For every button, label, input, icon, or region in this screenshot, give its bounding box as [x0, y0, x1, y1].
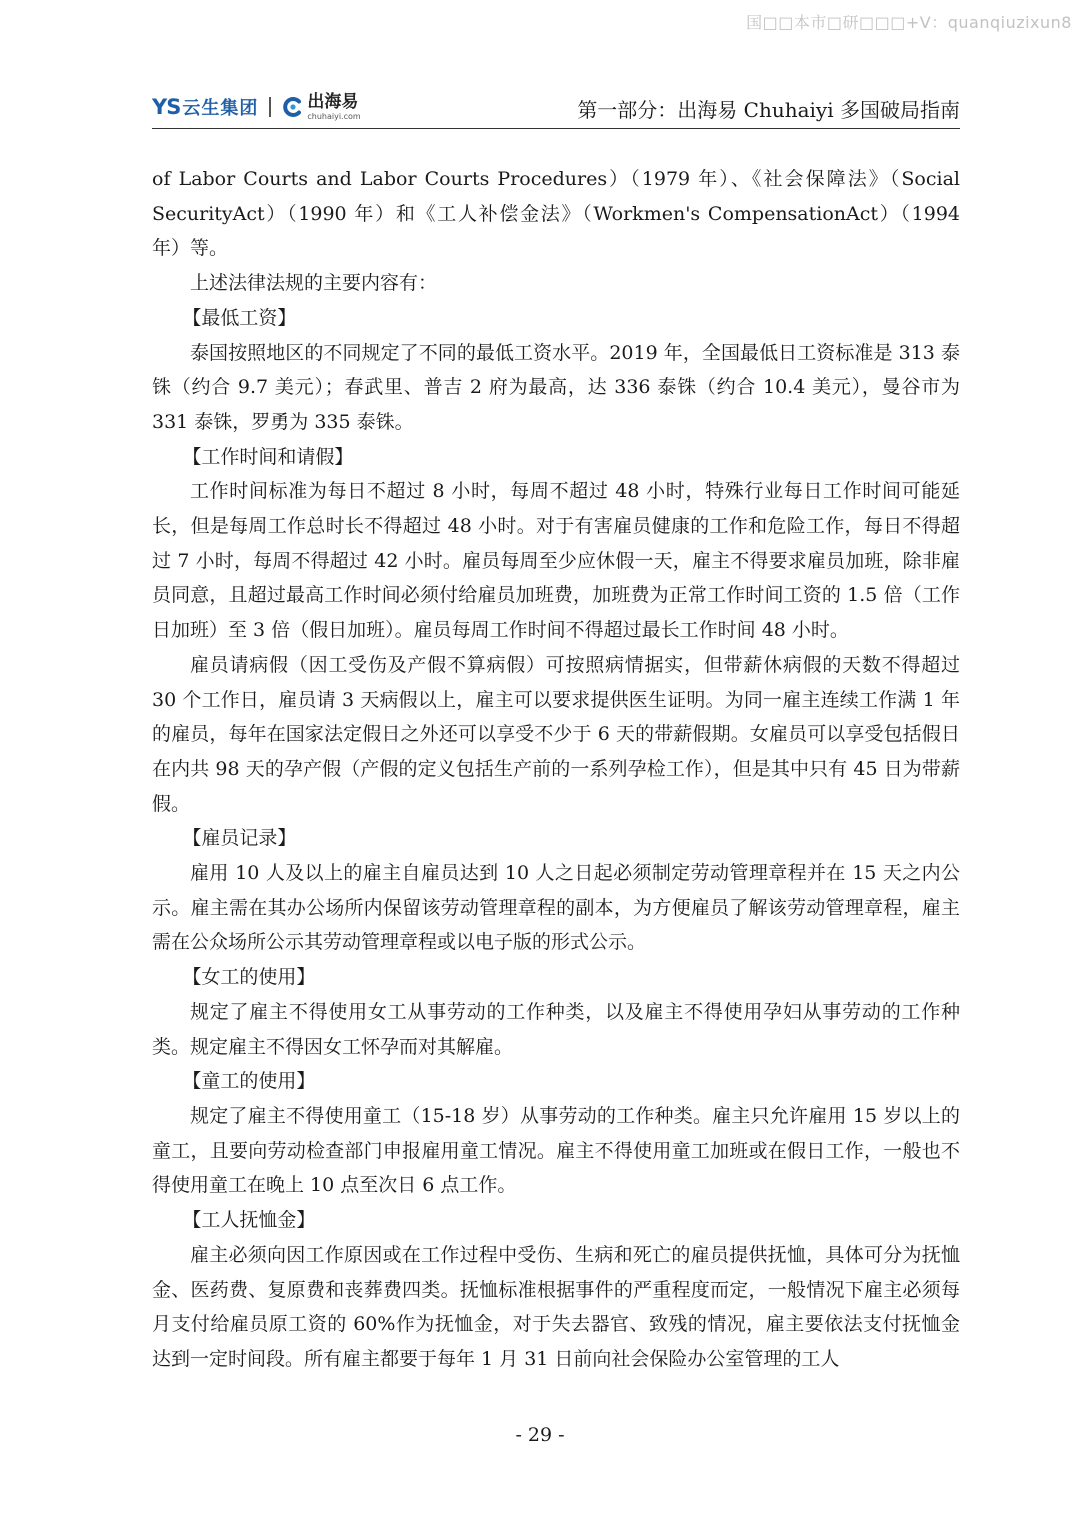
- body-paragraph: 雇主必须向因工作原因或在工作过程中受伤、生病和死亡的雇员提供抚恤，具体可分为抚恤金、医药费、复原费和丧葬费四类。抚恤标准根据事件的严重程度而定，一般情况下雇主必须每月支付给雇员原工资的 60%作为抚恤金，对于失去器官、致残的情况，雇主要依法支付抚恤金达到一定时间段。所有雇主都要于每年 1 月 31 日前向社会保险办公室管理的工人: [152, 1243, 960, 1370]
- body-paragraph: 工作时间标准为每日不超过 8 小时，每周不超过 48 小时，特殊行业每日工作时间可能延长，但是每周工作总时长不得超过 48 小时。对于有害雇员健康的工作和危险工作，每日不得超过 7 小时，每周不得超过 42 小时。雇员每周至少应休假一天，雇主不得要求雇员加班，除非雇员同意，且超过最高工作时间必须付给雇员加班费，加班费为正常工作时间工资的 1.5 倍（工作日加班）至 3 倍（假日加班）。雇员每周工作时间不得超过最长工作时间 48 小时。: [152, 480, 960, 642]
- chuhaiyi-logo-text: [307, 91, 361, 121]
- body-paragraph: 雇员请病假（因工受伤及产假不算病假）可按照病情据实，但带薪休病假的天数不得超过 30 个工作日，雇员请 3 天病假以上，雇主可以要求提供医生证明。为同一雇主连续工作满 1 年的雇员，每年在国家法定假日之外还可以享受不少于 6 天的带薪假期。女雇员可以享受包括假日在内共 98 天的孕产假（产假的定义包括生产前的一系列孕检工作），但是其中只有 45 日为带薪假。: [152, 653, 960, 815]
- header-title: 第一部分：出海易 Chuhaiyi 多国破局指南: [577, 98, 960, 122]
- document-body: [152, 162, 960, 1377]
- body-paragraph: 泰国按照地区的不同规定了不同的最低工资水平。2019 年，全国最低日工资标准是 313 泰铢（约合 9.7 美元）；春武里、普吉 2 府为最高，达 336 泰铢（约合 10.4 美元），曼谷市为 331 泰铢，罗勇为 335 泰铢。: [152, 341, 960, 433]
- body-paragraph: 规定了雇主不得使用女工从事劳动的工作种类，以及雇主不得使用孕妇从事劳动的工作种类。规定雇主不得因女工怀孕而对其解雇。: [152, 1000, 960, 1058]
- body-paragraph: of Labor Courts and Labor Courts Procedures）（1979 年）、《社会保障法》（Social SecurityAct）（1990 年）和《工人补偿金法》（Workmen's CompensationAct）（1994 年）等。: [152, 168, 960, 260]
- ys-logo-name: 云生集团: [182, 98, 259, 119]
- section-heading-female-workers: 【女工的使用】: [182, 966, 316, 989]
- section-heading-minimum-wage: 【最低工资】: [182, 306, 297, 329]
- chuhaiyi-logo-icon: [282, 96, 304, 118]
- chuhaiyi-logo-url: chuhaiyi.com: [307, 111, 361, 121]
- section-heading-child-labor: 【童工的使用】: [182, 1070, 316, 1093]
- section-heading-workers-compensation: 【工人抚恤金】: [182, 1209, 316, 1232]
- section-heading-working-hours: 【工作时间和请假】: [182, 445, 354, 468]
- body-paragraph: 规定了雇主不得使用童工（15-18 岁）从事劳动的工作种类。雇主只允许雇用 15 岁以上的童工，且要向劳动检查部门申报雇用童工情况。雇主不得使用童工加班或在假日工作，一般也不得使用童工在晚上 10 点至次日 6 点工作。: [152, 1104, 960, 1197]
- logo-divider: [269, 97, 271, 117]
- header-logos: [152, 90, 361, 124]
- section-heading-employee-records: 【雇员记录】: [182, 827, 297, 850]
- body-paragraph: 雇用 10 人及以上的雇主自雇员达到 10 人之日起必须制定劳动管理章程并在 15 天之内公示。雇主需在其办公场所内保留该劳动管理章程的副本，为方便雇员了解该劳动管理章程，雇主需在公众场所公示其劳动管理章程或以电子版的形式公示。: [152, 862, 960, 954]
- page-number: - 29 -: [515, 1424, 565, 1446]
- watermark-text: 国□□本市□研□□□+V：quanqiuzixun8: [746, 13, 1072, 32]
- page-header: [152, 88, 960, 129]
- chuhaiyi-logo-name: 出海易: [307, 91, 359, 112]
- ys-logo-mark: YS: [152, 95, 181, 119]
- body-paragraph: 上述法律法规的主要内容有：: [190, 272, 438, 295]
